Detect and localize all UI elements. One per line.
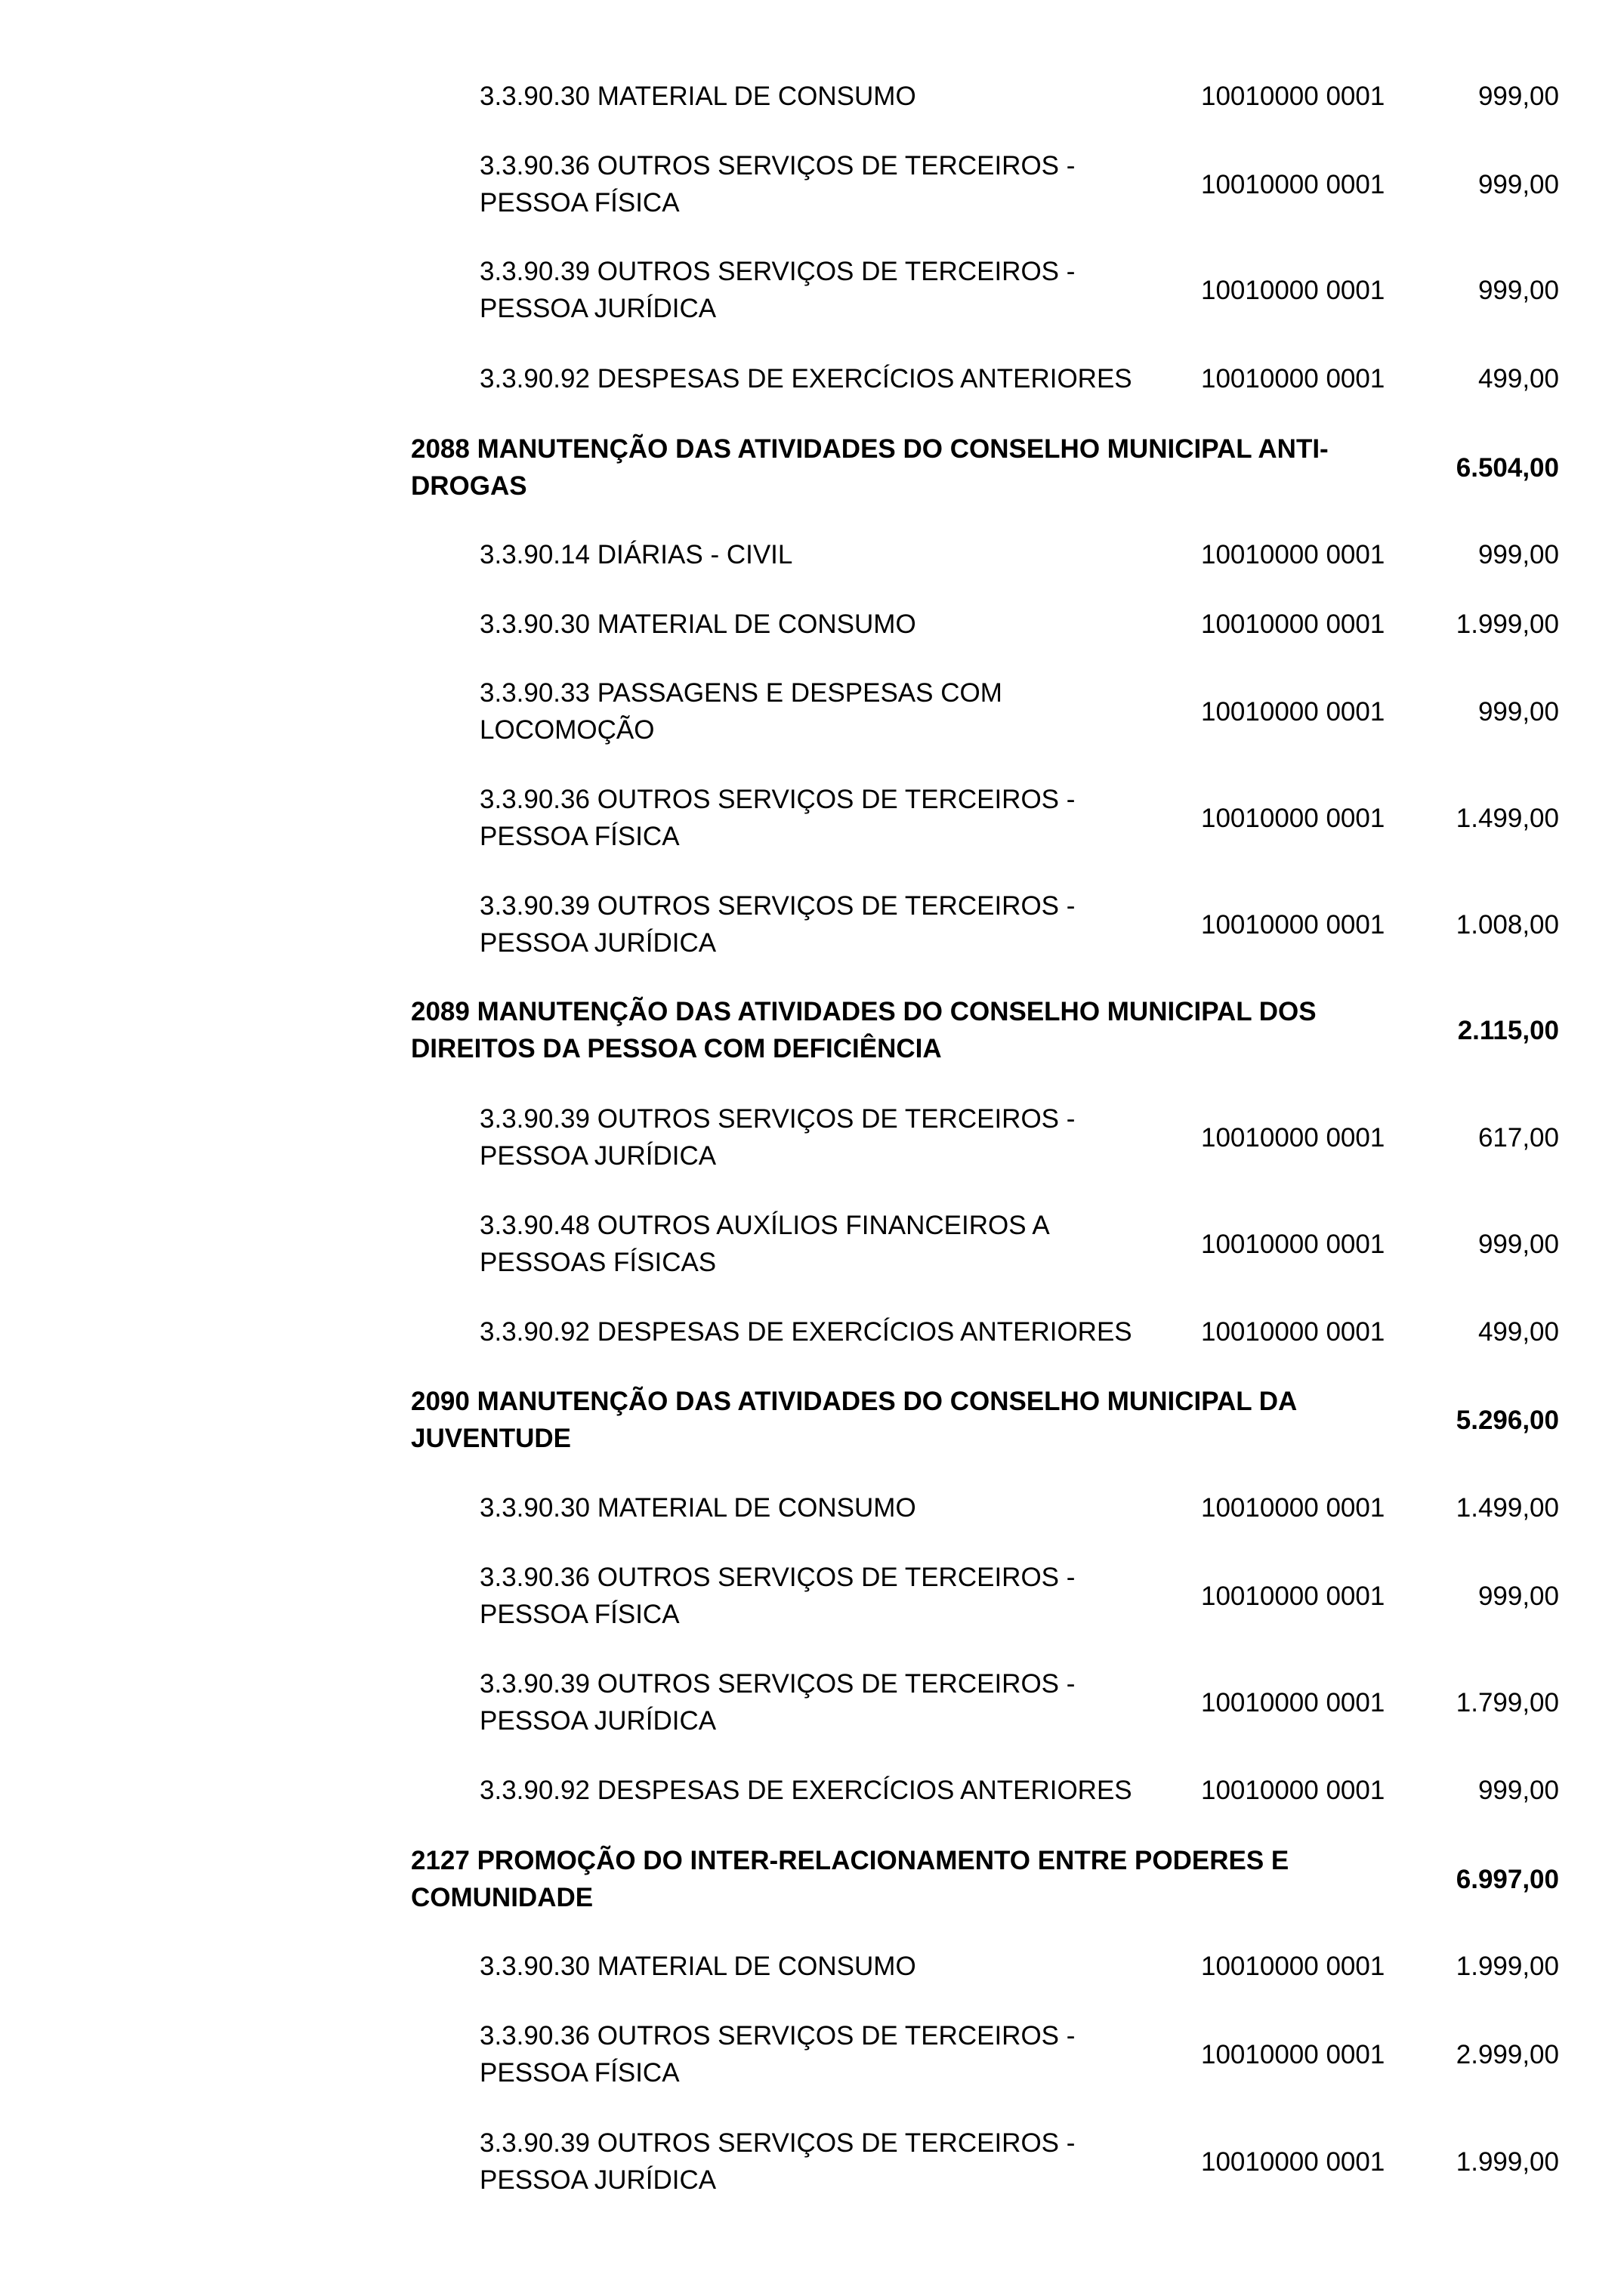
budget-item-row <box>0 1313 1624 1350</box>
expense-description: 3.3.90.30 MATERIAL DE CONSUMO <box>480 1492 916 1523</box>
budget-item-row <box>0 887 1624 961</box>
resource-source-code: 10010000 0001 <box>1201 609 1385 639</box>
expense-value: 999,00 <box>1477 169 1559 199</box>
expense-value: 1.499,00 <box>1456 803 1559 833</box>
expense-value: 1.499,00 <box>1456 1492 1559 1523</box>
expense-value: 1.999,00 <box>1456 2146 1559 2177</box>
budget-item-row <box>0 1948 1624 1985</box>
budget-item-row <box>0 78 1624 115</box>
resource-source-code: 10010000 0001 <box>1201 363 1385 393</box>
resource-source-code: 10010000 0001 <box>1201 275 1385 305</box>
expense-description: 3.3.90.30 MATERIAL DE CONSUMO <box>480 609 916 639</box>
expense-description: 3.3.90.92 DESPESAS DE EXERCÍCIOS ANTERIORES <box>480 1316 1132 1347</box>
budget-item-row <box>0 606 1624 643</box>
expense-value: 999,00 <box>1477 539 1559 569</box>
budget-action-row <box>0 1383 1624 1457</box>
expense-value: 999,00 <box>1477 1229 1559 1259</box>
resource-source-code: 10010000 0001 <box>1201 1951 1385 1981</box>
expense-description: 3.3.90.30 MATERIAL DE CONSUMO <box>480 81 916 111</box>
resource-source-code: 10010000 0001 <box>1201 1229 1385 1259</box>
expense-description: 3.3.90.33 PASSAGENS E DESPESAS COM LOCOMOÇÃO <box>480 678 1002 745</box>
expense-description: 3.3.90.48 OUTROS AUXÍLIOS FINANCEIROS A PESSOAS FÍSICAS <box>480 1211 1050 1277</box>
action-title: 2127 PROMOÇÃO DO INTER-RELACIONAMENTO ENTRE PODERES E COMUNIDADE <box>411 1846 1289 1912</box>
expense-value: 2.999,00 <box>1456 2039 1559 2069</box>
resource-source-code: 10010000 0001 <box>1201 1122 1385 1153</box>
expense-description: 3.3.90.36 OUTROS SERVIÇOS DE TERCEIROS - PESSOA FÍSICA <box>480 2021 1076 2088</box>
expense-value: 1.008,00 <box>1456 909 1559 940</box>
expense-value: 1.799,00 <box>1456 1687 1559 1717</box>
resource-source-code: 10010000 0001 <box>1201 539 1385 569</box>
expense-description: 3.3.90.39 OUTROS SERVIÇOS DE TERCEIROS - PESSOA JURÍDICA <box>480 891 1076 958</box>
resource-source-code: 10010000 0001 <box>1201 169 1385 199</box>
budget-item-row <box>0 360 1624 397</box>
resource-source-code: 10010000 0001 <box>1201 1581 1385 1611</box>
expense-description: 3.3.90.39 OUTROS SERVIÇOS DE TERCEIROS - PESSOA JURÍDICA <box>480 1104 1076 1171</box>
expense-description: 3.3.90.14 DIÁRIAS - CIVIL <box>480 539 793 569</box>
action-title: 2090 MANUTENÇÃO DAS ATIVIDADES DO CONSELHO MUNICIPAL DA JUVENTUDE <box>411 1387 1298 1453</box>
resource-source-code: 10010000 0001 <box>1201 1687 1385 1717</box>
resource-source-code: 10010000 0001 <box>1201 1316 1385 1347</box>
resource-source-code: 10010000 0001 <box>1201 909 1385 940</box>
budget-item-row <box>0 1559 1624 1633</box>
expense-value: 999,00 <box>1477 275 1559 305</box>
expense-description: 3.3.90.92 DESPESAS DE EXERCÍCIOS ANTERIORES <box>480 1775 1132 1805</box>
budget-item-row <box>0 147 1624 221</box>
resource-source-code: 10010000 0001 <box>1201 2146 1385 2177</box>
action-title: 2089 MANUTENÇÃO DAS ATIVIDADES DO CONSELHO MUNICIPAL DOS DIREITOS DA PESSOA COM DEFICIÊNCIA <box>411 997 1317 1063</box>
expense-value: 1.999,00 <box>1456 609 1559 639</box>
budget-item-row <box>0 2017 1624 2091</box>
resource-source-code: 10010000 0001 <box>1201 2039 1385 2069</box>
expense-description: 3.3.90.36 OUTROS SERVIÇOS DE TERCEIROS - PESSOA FÍSICA <box>480 151 1076 218</box>
budget-item-row <box>0 781 1624 855</box>
expense-value: 999,00 <box>1477 1775 1559 1805</box>
expense-description: 3.3.90.36 OUTROS SERVIÇOS DE TERCEIROS - PESSOA FÍSICA <box>480 785 1076 851</box>
expense-description: 3.3.90.92 DESPESAS DE EXERCÍCIOS ANTERIORES <box>480 363 1132 393</box>
budget-item-row <box>0 253 1624 327</box>
budget-item-row <box>0 1772 1624 1809</box>
budget-item-row <box>0 2125 1624 2199</box>
resource-source-code: 10010000 0001 <box>1201 1775 1385 1805</box>
action-total-value: 5.296,00 <box>1456 1405 1559 1435</box>
resource-source-code: 10010000 0001 <box>1201 696 1385 727</box>
expense-value: 617,00 <box>1477 1122 1559 1153</box>
budget-item-row <box>0 1100 1624 1174</box>
expense-value: 999,00 <box>1477 696 1559 727</box>
expense-description: 3.3.90.36 OUTROS SERVIÇOS DE TERCEIROS - PESSOA FÍSICA <box>480 1563 1076 1629</box>
budget-item-row <box>0 536 1624 573</box>
expense-value: 999,00 <box>1477 1581 1559 1611</box>
resource-source-code: 10010000 0001 <box>1201 1492 1385 1523</box>
action-total-value: 2.115,00 <box>1457 1015 1559 1045</box>
budget-item-row <box>0 1489 1624 1526</box>
expense-description: 3.3.90.30 MATERIAL DE CONSUMO <box>480 1951 916 1981</box>
expense-value: 499,00 <box>1477 363 1559 393</box>
expense-value: 999,00 <box>1477 81 1559 111</box>
resource-source-code: 10010000 0001 <box>1201 81 1385 111</box>
budget-action-row <box>0 430 1624 505</box>
budget-action-row <box>0 1842 1624 1916</box>
action-total-value: 6.997,00 <box>1456 1864 1559 1894</box>
budget-action-row <box>0 993 1624 1067</box>
expense-value: 1.999,00 <box>1456 1951 1559 1981</box>
budget-item-row <box>0 674 1624 748</box>
expense-description: 3.3.90.39 OUTROS SERVIÇOS DE TERCEIROS - PESSOA JURÍDICA <box>480 1669 1076 1736</box>
action-total-value: 6.504,00 <box>1456 452 1559 483</box>
budget-item-row <box>0 1207 1624 1281</box>
action-title: 2088 MANUTENÇÃO DAS ATIVIDADES DO CONSELHO MUNICIPAL ANTI- DROGAS <box>411 434 1329 501</box>
expense-value: 499,00 <box>1477 1316 1559 1347</box>
expense-description: 3.3.90.39 OUTROS SERVIÇOS DE TERCEIROS - PESSOA JURÍDICA <box>480 257 1076 323</box>
resource-source-code: 10010000 0001 <box>1201 803 1385 833</box>
budget-item-row <box>0 1665 1624 1739</box>
expense-description: 3.3.90.39 OUTROS SERVIÇOS DE TERCEIROS - PESSOA JURÍDICA <box>480 2128 1076 2195</box>
